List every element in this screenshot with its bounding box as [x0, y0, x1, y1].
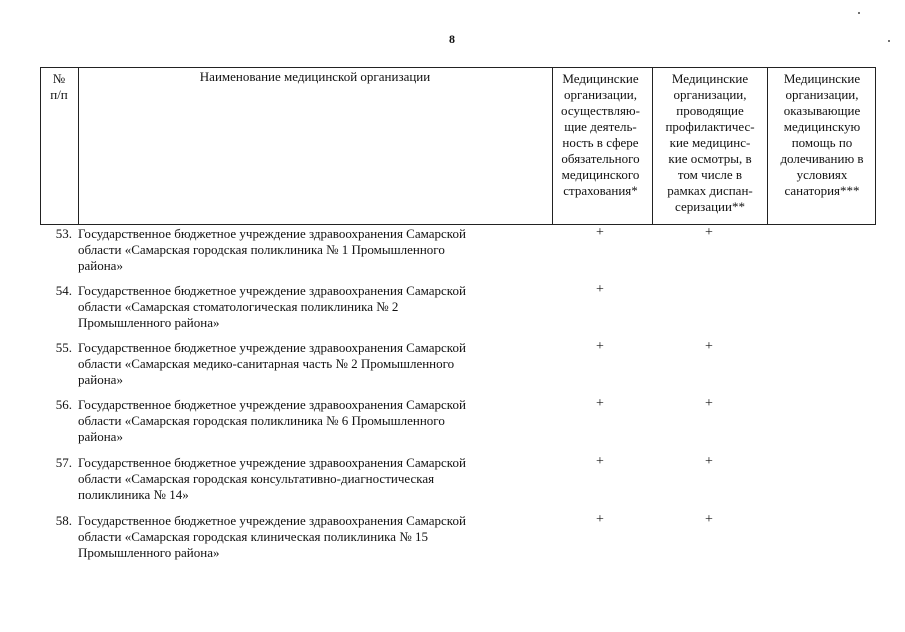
- oms-mark: +: [596, 339, 604, 354]
- prof-mark: +: [705, 225, 713, 240]
- table-header: [40, 67, 876, 225]
- oms-mark: +: [596, 396, 604, 411]
- row-number: 58.: [55, 513, 72, 528]
- prof-mark: +: [705, 396, 713, 411]
- scan-speck: [858, 12, 860, 14]
- table-row: [0, 397, 905, 451]
- row-number: 56.: [55, 397, 72, 412]
- header-number: № п/п: [50, 71, 68, 102]
- scan-speck: [888, 40, 890, 42]
- oms-mark: +: [596, 454, 604, 469]
- header-sanatorium: Медицинские организации, оказывающие медицинскую помощь по долечиванию в условиях санатория***: [780, 71, 864, 198]
- row-number: 54.: [55, 283, 72, 298]
- table-row: [0, 283, 905, 337]
- oms-mark: +: [596, 282, 604, 297]
- oms-mark: +: [596, 225, 604, 240]
- table-row: [0, 513, 905, 567]
- row-number: 55.: [55, 340, 72, 355]
- table-row: [0, 340, 905, 394]
- table-row: [0, 226, 905, 280]
- header-prof: Медицинские организации, проводящие профилактичес- кие медицинс- кие осмотры, в том числе в рамках диспан- серизации**: [665, 71, 755, 214]
- row-number: 57.: [55, 455, 72, 470]
- prof-mark: +: [705, 512, 713, 527]
- oms-mark: +: [596, 512, 604, 527]
- prof-mark: +: [705, 339, 713, 354]
- prof-mark: +: [705, 454, 713, 469]
- page-number: 8: [449, 32, 455, 46]
- header-org-name: Наименование медицинской организации: [199, 69, 431, 84]
- row-number: 53.: [55, 226, 72, 241]
- org-name: Государственное бюджетное учреждение здравоохранения Самарской области «Самарская городская консультативно-диагностическая поликлиника № 14»: [78, 455, 466, 502]
- org-name: Государственное бюджетное учреждение здравоохранения Самарской области «Самарская стоматологическая поликлиника № 2 Промышленного района»: [78, 283, 466, 330]
- table-row: [0, 455, 905, 509]
- org-name: Государственное бюджетное учреждение здравоохранения Самарской области «Самарская городская клиническая поликлиника № 15 Промышленного района»: [78, 513, 466, 560]
- org-name: Государственное бюджетное учреждение здравоохранения Самарской области «Самарская городская поликлиника № 6 Промышленного района»: [78, 397, 466, 444]
- org-name: Государственное бюджетное учреждение здравоохранения Самарской области «Самарская городская поликлиника № 1 Промышленного района»: [78, 226, 466, 273]
- header-oms: Медицинские организации, осуществляю- щие деятель- ность в сфере обязательного медицинского страхования*: [561, 71, 640, 198]
- org-name: Государственное бюджетное учреждение здравоохранения Самарской области «Самарская медико-санитарная часть № 2 Промышленного района»: [78, 340, 466, 387]
